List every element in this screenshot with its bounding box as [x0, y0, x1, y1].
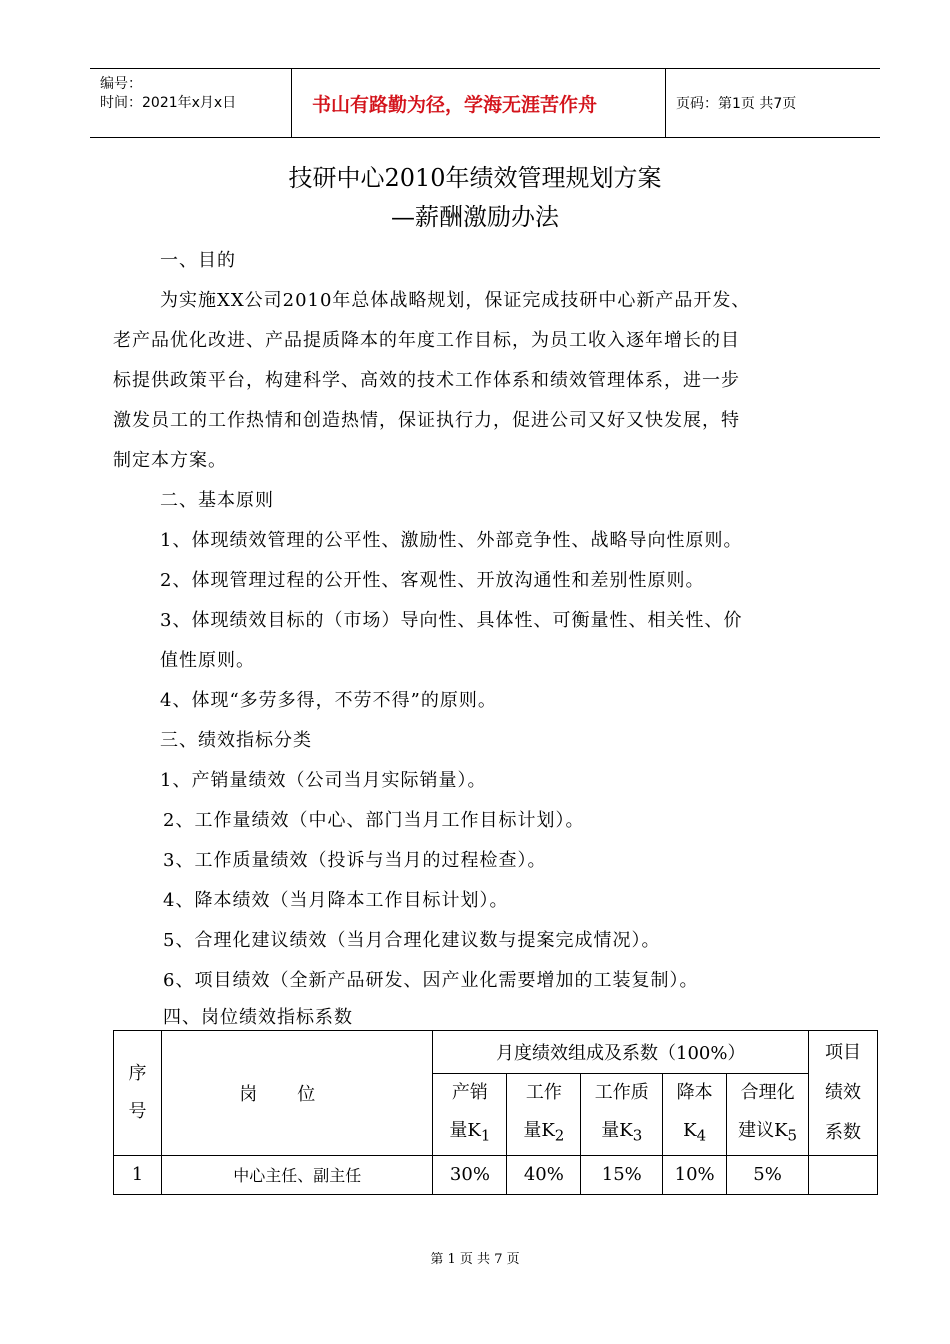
paragraph-line: 老产品优化改进、产品提质降本的年度工作目标，为员工收入逐年增长的目 [113, 330, 740, 351]
header-page-info: 页码：第1页 共7页 [676, 96, 797, 112]
header-monthly-performance: 月度绩效组成及系数（100%） [433, 1031, 809, 1074]
list-item: 6、项目绩效（全新产品研发、因产业化需要增加的工装复制）。 [163, 970, 699, 991]
list-item-continuation: 值性原则。 [160, 650, 255, 671]
list-item: 3、工作质量绩效（投诉与当月的过程检查）。 [163, 850, 547, 871]
list-item: 2、体现管理过程的公开性、客观性、开放沟通性和差别性原则。 [160, 570, 705, 591]
cell-k4: 10% [663, 1155, 727, 1194]
document-time: 时间：2021年x月x日 [100, 95, 237, 111]
section-heading-principles: 二、基本原则 [160, 490, 274, 511]
list-item: 4、体现“多劳多得，不劳不得”的原则。 [160, 690, 497, 711]
list-item: 5、合理化建议绩效（当月合理化建议数与提案完成情况）。 [163, 930, 661, 951]
document-subtitle: —薪酬激励办法 [391, 203, 559, 231]
header-k2: 工作 量$K_2$ [507, 1074, 581, 1156]
cell-k3: 15% [581, 1155, 663, 1194]
cell-seq: 1 [114, 1155, 162, 1194]
cell-k1: 30% [433, 1155, 507, 1194]
header-k1: 产销 量$K_1$ [433, 1074, 507, 1156]
coefficient-table [113, 1030, 878, 1195]
page-header [90, 68, 880, 138]
list-item: 4、降本绩效（当月降本工作目标计划）。 [163, 890, 509, 911]
cell-position: 中心主任、副主任 [161, 1155, 433, 1194]
paragraph-line: 为实施XX公司2010年总体战略规划，保证完成技研中心新产品开发、 [160, 290, 751, 311]
cell-project [809, 1155, 878, 1194]
header-k4: 降本 $K_4$ [663, 1074, 727, 1156]
section-heading-indicators: 三、绩效指标分类 [160, 730, 312, 751]
header-k3: 工作质 量$K_3$ [581, 1074, 663, 1156]
list-item: 1、产销量绩效（公司当月实际销量）。 [160, 770, 487, 791]
paragraph-line: 激发员工的工作热情和创造热情，保证执行力，促进公司又好又快发展，特 [113, 410, 740, 431]
header-position: 岗位 [161, 1031, 433, 1156]
list-item: 3、体现绩效目标的（市场）导向性、具体性、可衡量性、相关性、价 [160, 610, 743, 631]
header-k5: 合理化 建议$K_5$ [727, 1074, 809, 1156]
cell-k5: 5% [727, 1155, 809, 1194]
section-heading-coefficients: 四、岗位绩效指标系数 [163, 1007, 353, 1028]
document-number-label: 编号： [100, 76, 142, 92]
header-project-performance: 项目绩效系数 [809, 1031, 878, 1156]
paragraph-line: 制定本方案。 [113, 450, 227, 471]
cell-k2: 40% [507, 1155, 581, 1194]
section-heading-purpose: 一、目的 [160, 250, 236, 271]
document-title: 技研中心2010年绩效管理规划方案 [288, 164, 662, 192]
page-footer: 第 1 页 共 7 页 [430, 1252, 520, 1267]
header-motto: 书山有路勤为径，学海无涯苦作舟 [292, 69, 666, 137]
table-row [114, 1155, 878, 1194]
header-seq: 序号 [114, 1031, 162, 1156]
header-meta [90, 69, 292, 137]
list-item: 2、工作量绩效（中心、部门当月工作目标计划）。 [163, 810, 585, 831]
list-item: 1、体现绩效管理的公平性、激励性、外部竞争性、战略导向性原则。 [160, 530, 743, 551]
paragraph-line: 标提供政策平台，构建科学、高效的技术工作体系和绩效管理体系，进一步 [113, 370, 740, 391]
